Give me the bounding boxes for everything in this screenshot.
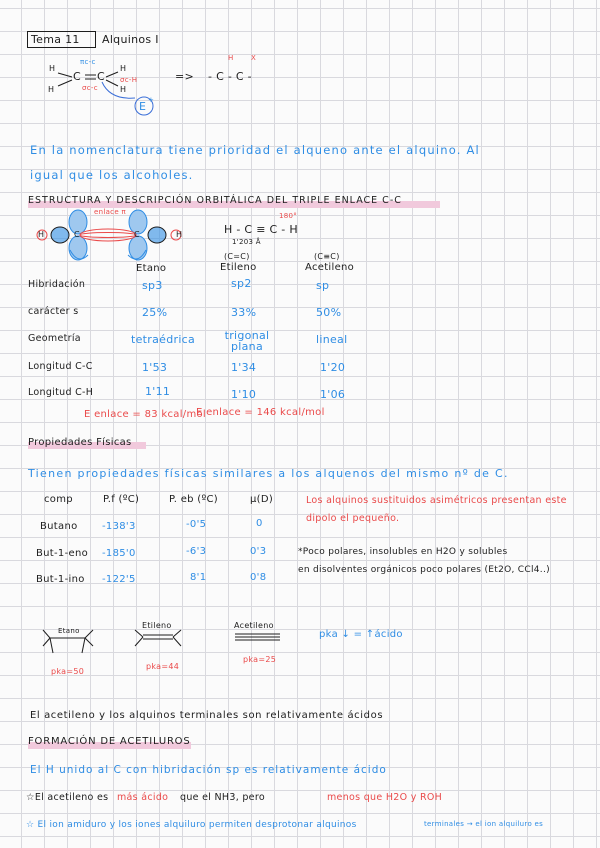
table-cell: 1'06 (320, 388, 346, 401)
dipole-note: Los alquinos sustituidos asimétricos presentan este dipolo el pequeño. (306, 495, 567, 524)
orbital-diagram (30, 210, 200, 270)
compound-name: But-1-ino (36, 574, 85, 585)
atom-h: H (49, 64, 56, 73)
table-cell: trigonal plana (224, 329, 270, 353)
physical-header: P. eb (ºC) (169, 494, 219, 505)
column-sub: (C=C) (224, 252, 250, 261)
orbital-c-right: C (134, 230, 140, 239)
acetylides-line-2b: más ácido (117, 792, 169, 803)
reaction-arrow: => (175, 70, 195, 83)
sigma-cc-label: σc-c (82, 84, 98, 92)
row-label: carácter s (28, 306, 79, 317)
acetylides-line-2c: que el NH3, pero (180, 792, 265, 803)
intro-line-2: igual que los alcoholes. (30, 168, 194, 182)
acetylides-line-2a: ☆El acetileno es (26, 792, 109, 803)
acidity-line: El acetileno y los alquinos terminales son relativamente ácidos (30, 710, 384, 721)
bond-energy: E enlace = 83 kcal/mol (84, 409, 206, 420)
row-label: Hibridación (28, 279, 86, 290)
atom-h: H (120, 64, 127, 73)
compound-name: But-1-eno (36, 548, 89, 559)
row-label: Longitud C-C (28, 361, 93, 372)
physical-line: Tienen propiedades físicas similares a los alquenos del mismo nº de C. (28, 467, 509, 480)
acetylides-line-3a: ☆ El ion amiduro y los iones alquiluro permiten desprotonar alquinos (26, 820, 357, 830)
product-h: H (228, 54, 234, 62)
table-cell: sp2 (231, 277, 252, 290)
tema-label: Tema 11 (31, 33, 80, 46)
table-cell: tetraédrica (131, 333, 196, 346)
table-cell: lineal (316, 333, 348, 346)
physical-header: comp (44, 494, 73, 505)
etano-label: Etano (58, 627, 80, 635)
physical-section-title: Propiedades Físicas (28, 437, 132, 448)
table-cell: sp3 (142, 279, 163, 292)
bond-length: 1'203 Å (232, 238, 261, 246)
orbital-c-left: C (74, 230, 80, 239)
acetylides-line-3b: terminales → el ion alquiluro es (424, 820, 544, 828)
acetileno-label: Acetileno (234, 621, 274, 630)
table-cell: 1'53 (142, 361, 168, 374)
etileno-label: Etileno (142, 621, 172, 630)
pka-acetileno: pka=25 (243, 655, 277, 664)
column-sub: (C≡C) (314, 252, 340, 261)
acetylides-section-title: FORMACIÓN DE ACETILUROS (28, 736, 191, 747)
bond-energy: E enlace = 146 kcal/mol (196, 407, 325, 418)
bond-angle: 180° (279, 212, 298, 220)
orbital-h-left: H (38, 230, 45, 239)
table-cell: 1'20 (320, 361, 346, 374)
atom-c: C (73, 70, 81, 83)
column-header: Acetileno (305, 262, 355, 273)
pi-bond-label: πc-c (80, 58, 96, 66)
atom-h: H (120, 85, 127, 94)
electrophile-charge: + (148, 96, 155, 104)
physical-header: P.f (ºC) (103, 494, 140, 505)
sigma-ch-label: σc-H (120, 76, 138, 84)
table-cell: 50% (316, 306, 342, 319)
melting-point: -122'5 (102, 574, 136, 585)
pi-bond-note: enlace π (94, 208, 126, 216)
column-header: Etileno (220, 262, 257, 273)
electrophile-symbol: E (139, 100, 147, 113)
product-formula: - C - C - (208, 70, 252, 83)
acetylides-line-2d: menos que H2O y ROH (327, 792, 443, 803)
column-header: Etano (136, 263, 167, 274)
orbital-h-right: H (176, 230, 183, 239)
acidity-structures (35, 618, 365, 688)
atom-c: C (97, 70, 105, 83)
melting-point: -185'0 (102, 548, 136, 559)
solubility-note: *Poco polares, insolubles en H2O y solubles (298, 547, 508, 557)
dipole-moment: 0'3 (250, 546, 267, 557)
boiling-point: 8'1 (190, 572, 207, 583)
table-cell: 1'11 (145, 385, 171, 398)
table-cell: 25% (142, 306, 168, 319)
boiling-point: -6'3 (186, 546, 207, 557)
pka-etileno: pka=44 (146, 662, 180, 671)
melting-point: -138'3 (102, 521, 136, 532)
pka-note: pka ↓ = ↑ácido (319, 629, 403, 640)
table-cell: 1'10 (231, 388, 257, 401)
alkene-bonds (40, 60, 200, 120)
acetylides-line-1: El H unido al C con hibridación sp es relativamente ácido (30, 764, 387, 776)
table-cell: 1'34 (231, 361, 257, 374)
row-label: Longitud C-H (28, 387, 94, 398)
dipole-moment: 0'8 (250, 572, 267, 583)
pka-etano: pka=50 (51, 667, 85, 676)
compound-name: Butano (40, 521, 78, 532)
page-title: Alquinos I (102, 33, 159, 46)
physical-header: μ(D) (250, 494, 274, 505)
atom-h: H (48, 85, 55, 94)
structure-section-title: ESTRUCTURA Y DESCRIPCIÓN ORBITÁLICA DEL TRIPLE ENLACE C-C (28, 195, 402, 206)
dipole-moment: 0 (256, 518, 263, 529)
product-x: X (251, 54, 257, 62)
table-cell: sp (316, 279, 330, 292)
intro-line-1: En la nomenclatura tiene prioridad el alqueno ante el alquino. Al (30, 143, 480, 157)
row-label: Geometría (28, 333, 81, 344)
table-cell: 33% (231, 306, 257, 319)
boiling-point: -0'5 (186, 519, 207, 530)
solubility-note: en disolventes orgánicos poco polares (Et2O, CCl4..) (298, 565, 550, 575)
acetylene-formula: H - C ≡ C - H (224, 223, 298, 236)
